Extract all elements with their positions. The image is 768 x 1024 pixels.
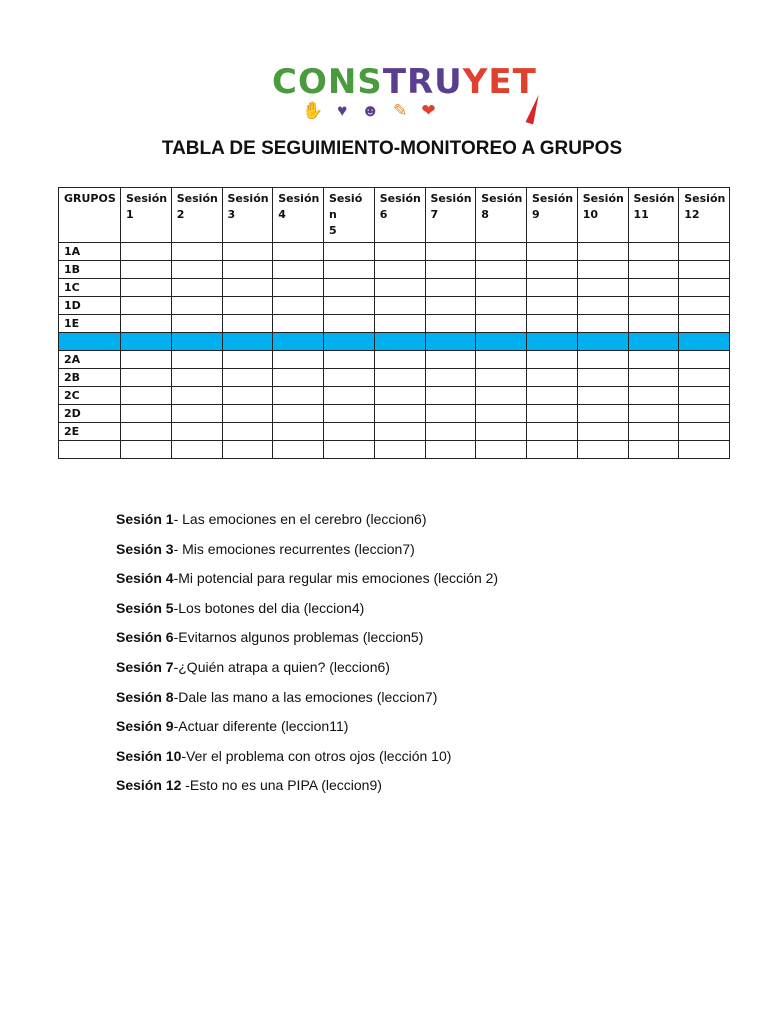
session-cell [222,423,273,441]
header-session-12: Sesión 12 [679,188,730,243]
session-cell [374,441,425,459]
session-cell [324,261,375,279]
table-row [59,405,730,423]
session-cell [425,405,476,423]
session-cell [121,279,172,297]
session-cell [171,297,222,315]
session-cell [628,315,679,333]
session-cell [324,243,375,261]
header-session-4: Sesión 4 [273,188,324,243]
session-cell [121,351,172,369]
session-cell [476,441,527,459]
session-cell [527,351,578,369]
session-item [116,687,498,717]
session-cell [679,441,730,459]
session-cell [577,351,628,369]
group-cell: 2D [59,405,121,423]
session-cell [324,405,375,423]
session-cell [628,369,679,387]
session-cell [476,261,527,279]
session-cell [273,405,324,423]
session-item [116,657,498,687]
session-cell [171,441,222,459]
session-cell [121,441,172,459]
session-cell [374,369,425,387]
session-cell [679,351,730,369]
session-item [116,716,498,746]
header-session-3: Sesión 3 [222,188,273,243]
session-cell [476,387,527,405]
session-cell [577,243,628,261]
session-cell [273,423,324,441]
session-cell [273,387,324,405]
session-label: Sesión 6 [116,629,174,646]
logo-icons [302,100,436,122]
session-label: Sesión 4 [116,570,174,587]
session-cell [628,243,679,261]
session-cell [527,423,578,441]
session-cell [679,369,730,387]
session-cell [628,333,679,351]
session-cell [374,387,425,405]
group-cell: 1B [59,261,121,279]
session-label: Sesión 7 [116,658,174,675]
session-cell [527,315,578,333]
separator-row [59,333,730,351]
session-cell [171,279,222,297]
session-cell [628,279,679,297]
header-session-10: Sesión 10 [577,188,628,243]
session-cell [324,333,375,351]
session-cell [222,279,273,297]
session-cell [121,423,172,441]
palette-icon: ✎ [393,101,408,120]
header-session-6: Sesión 6 [374,188,425,243]
session-description: - Las emociones en el cerebro (leccion6) [173,511,427,527]
group-cell: 2B [59,369,121,387]
session-cell [425,315,476,333]
session-cell [222,261,273,279]
runner-icon: ☻ [361,101,380,120]
session-cell [324,297,375,315]
table-row [59,369,730,387]
session-cell [374,279,425,297]
header-session-7: Sesión 7 [425,188,476,243]
session-cell [374,261,425,279]
session-description: - Mis emociones recurrentes (leccion7) [173,540,415,557]
session-description: -Ver el problema con otros ojos (lección 10) [181,747,452,764]
session-cell [273,441,324,459]
session-cell [121,405,172,423]
session-label: Sesión 9 [116,718,174,735]
table-row [59,297,730,315]
session-label: Sesión 1 [116,511,174,527]
table-row [59,441,730,459]
group-cell: 2E [59,423,121,441]
session-description: -Evitarnos algunos problemas (leccion5) [173,629,424,646]
session-cell [121,369,172,387]
session-cell [425,441,476,459]
session-cell [121,243,172,261]
session-cell [273,243,324,261]
session-item [116,539,498,569]
table-header-row [59,188,730,243]
session-cell [324,279,375,297]
session-cell [476,369,527,387]
session-cell [222,387,273,405]
session-cell [527,405,578,423]
session-description: -Dale las mano a las emociones (leccion7) [173,688,438,705]
session-cell [476,333,527,351]
session-cell [527,297,578,315]
header-session-9: Sesión 9 [527,188,578,243]
session-cell [171,369,222,387]
session-cell [374,315,425,333]
table-row [59,423,730,441]
session-item [116,598,498,628]
session-cell [171,243,222,261]
session-cell [374,333,425,351]
session-cell [374,243,425,261]
session-cell [222,441,273,459]
session-cell [121,315,172,333]
header-session-11: Sesión 11 [628,188,679,243]
table-row [59,261,730,279]
session-cell [374,423,425,441]
session-cell [171,387,222,405]
session-cell [628,297,679,315]
group-cell: 1C [59,279,121,297]
session-cell [628,387,679,405]
session-cell [324,351,375,369]
page-title: TABLA DE SEGUIMIENTO-MONITOREO A GRUPOS [161,138,623,159]
session-cell [527,261,578,279]
session-cell [527,279,578,297]
session-cell [577,441,628,459]
session-cell [425,333,476,351]
session-cell [425,243,476,261]
session-cell [577,279,628,297]
session-cell [171,315,222,333]
session-cell [171,405,222,423]
session-cell [679,243,730,261]
session-cell [171,351,222,369]
session-label: Sesión 3 [116,540,174,557]
session-cell [476,405,527,423]
session-cell [273,351,324,369]
session-item [116,775,498,805]
logo-wordmark: CONSTRUYET [272,62,537,102]
session-cell [577,297,628,315]
session-cell [222,369,273,387]
session-description: -¿Quién atrapa a quien? (leccion6) [173,658,390,675]
people-heart-icon: ♥ [337,101,348,120]
session-cell [222,243,273,261]
session-cell [324,441,375,459]
session-item [116,509,498,539]
session-item [116,746,498,776]
session-cell [273,315,324,333]
sessions-list [116,509,498,805]
session-cell [527,369,578,387]
header-session-1: Sesión 1 [121,188,172,243]
session-cell [121,261,172,279]
table-row [59,243,730,261]
session-cell [273,279,324,297]
session-cell [577,333,628,351]
group-cell: 2C [59,387,121,405]
session-cell [679,333,730,351]
session-cell [425,279,476,297]
session-description: -Los botones del dia (leccion4) [173,599,365,616]
session-cell [425,423,476,441]
session-item [116,568,498,598]
book-heart-icon: ❤ [421,101,436,120]
session-cell [273,261,324,279]
group-cell: 1A [59,243,121,261]
session-cell [476,297,527,315]
session-cell [273,333,324,351]
session-cell [679,315,730,333]
session-description: -Mi potencial para regular mis emociones (lección 2) [173,570,499,587]
session-cell [222,333,273,351]
table-row [59,279,730,297]
monitoring-table [58,187,730,459]
session-cell [476,315,527,333]
session-cell [171,261,222,279]
session-cell [425,261,476,279]
group-cell [59,333,121,351]
session-label: Sesión 8 [116,688,174,705]
session-cell [679,405,730,423]
table-row [59,387,730,405]
session-cell [374,405,425,423]
group-cell [59,441,121,459]
session-cell [577,315,628,333]
session-cell [679,297,730,315]
session-cell [577,423,628,441]
session-cell [324,369,375,387]
session-description: -Actuar diferente (leccion11) [173,718,349,735]
session-cell [222,297,273,315]
session-cell [476,423,527,441]
session-cell [628,351,679,369]
session-cell [476,243,527,261]
session-cell [628,261,679,279]
session-cell [527,333,578,351]
session-cell [577,261,628,279]
session-cell [324,423,375,441]
session-cell [476,279,527,297]
session-cell [679,261,730,279]
hands-icon: ✋ [302,101,324,120]
session-item [116,627,498,657]
group-cell: 2A [59,351,121,369]
session-cell [527,243,578,261]
table-row [59,351,730,369]
session-cell [577,387,628,405]
session-cell [171,333,222,351]
session-cell [374,297,425,315]
session-cell [628,441,679,459]
session-cell [679,387,730,405]
header-grupos: GRUPOS [59,188,121,243]
header-session-2: Sesión 2 [171,188,222,243]
session-cell [222,315,273,333]
session-cell [628,423,679,441]
session-cell [425,369,476,387]
session-cell [121,297,172,315]
session-label: Sesión 10 [116,747,182,764]
session-cell [273,297,324,315]
session-cell [679,279,730,297]
session-cell [425,387,476,405]
session-cell [577,369,628,387]
group-cell: 1E [59,315,121,333]
session-label: Sesión 12 [116,777,182,794]
session-cell [527,441,578,459]
header-session-8: Sesión 8 [476,188,527,243]
session-cell [273,369,324,387]
session-cell [324,387,375,405]
session-cell [374,351,425,369]
session-cell [425,297,476,315]
header-session-5: Sesió n 5 [324,188,375,243]
session-cell [527,387,578,405]
session-label: Sesión 5 [116,599,174,616]
session-cell [577,405,628,423]
group-cell: 1D [59,297,121,315]
session-cell [222,351,273,369]
session-cell [679,423,730,441]
construyet-logo [272,62,542,130]
session-cell [171,423,222,441]
session-cell [425,351,476,369]
session-cell [121,387,172,405]
session-cell [476,351,527,369]
session-cell [222,405,273,423]
session-cell [121,333,172,351]
table-row [59,315,730,333]
session-cell [324,315,375,333]
session-cell [628,405,679,423]
session-description: -Esto no es una PIPA (leccion9) [181,777,382,794]
